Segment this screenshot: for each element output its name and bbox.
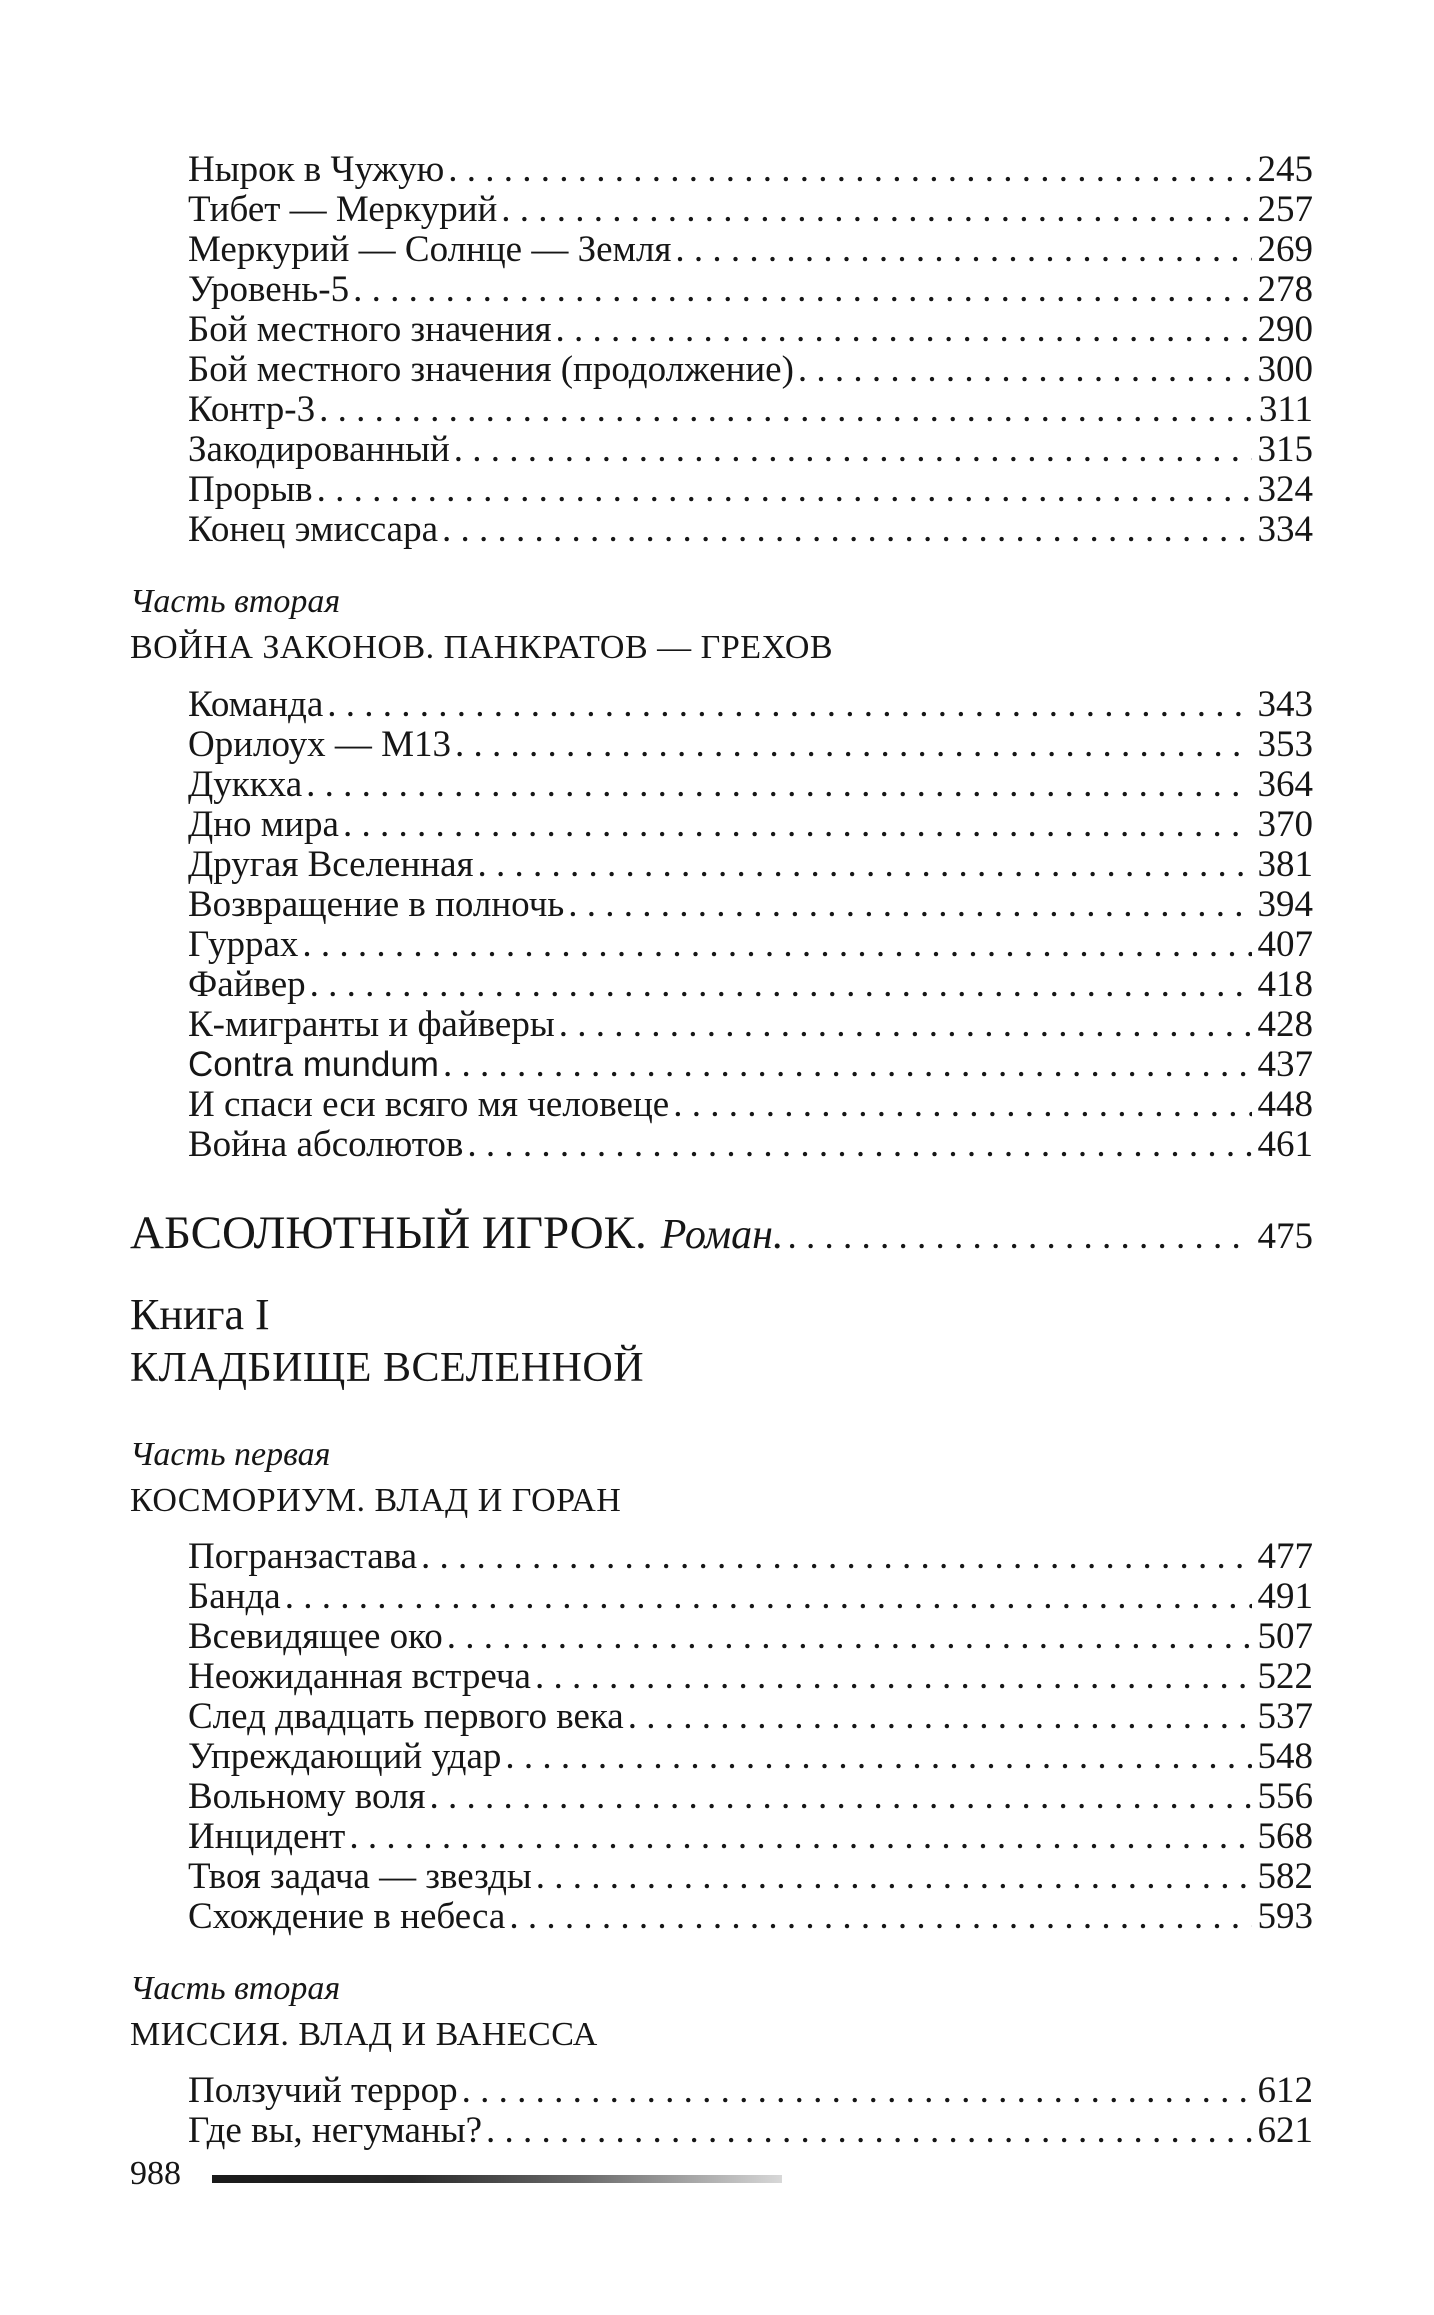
toc-entry: [188, 1657, 1313, 1697]
dot-leader: [675, 230, 1251, 270]
entry-title: Погранзастава: [188, 1536, 418, 1577]
entry-page: 428: [1257, 1004, 1313, 1045]
entry-title: Гуррах: [188, 924, 299, 965]
dot-leader: [448, 150, 1251, 190]
part-label: Часть первая: [130, 1436, 331, 1473]
entry-title: Contra mundum: [188, 1045, 439, 1084]
dot-leader: [455, 725, 1252, 765]
toc-entry: [188, 845, 1313, 885]
entry-page: 556: [1257, 1776, 1313, 1817]
entry-title: Нырок в Чужую: [188, 149, 445, 190]
entry-title: Меркурий — Солнце — Земля: [188, 229, 672, 270]
dot-leader: [535, 1657, 1252, 1697]
entry-page: 269: [1257, 229, 1313, 270]
dot-leader: [306, 765, 1251, 805]
dot-leader: [501, 190, 1251, 230]
entry-page: 491: [1257, 1576, 1313, 1617]
entry-title: Банда: [188, 1576, 281, 1617]
toc-entry: [188, 805, 1313, 845]
toc-entry: [188, 430, 1313, 470]
entry-page: 257: [1257, 189, 1313, 230]
dot-leader: [798, 350, 1252, 390]
book-label: Книга I: [130, 1290, 270, 1339]
entry-title: Уровень-5: [188, 269, 350, 310]
dot-leader: [462, 2071, 1252, 2111]
dot-leader: [505, 1737, 1251, 1777]
entry-page: 593: [1257, 1896, 1313, 1937]
toc-entry: [188, 510, 1313, 550]
entry-page: 522: [1257, 1656, 1313, 1697]
entry-title: Тибет — Меркурий: [188, 189, 498, 230]
entry-title: Твоя задача — звезды: [188, 1856, 532, 1897]
entry-title: Схождение в небеса: [188, 1896, 506, 1937]
toc-entry: [188, 765, 1313, 805]
dot-leader: [285, 1577, 1252, 1617]
novel-entry: [130, 1207, 1313, 1263]
part-label: Часть вторая: [130, 583, 341, 620]
toc-entry: [188, 1537, 1313, 1577]
entry-page: 245: [1257, 149, 1313, 190]
entry-title: Бой местного значения (продолжение): [188, 349, 794, 390]
toc-entry: [188, 885, 1313, 925]
dot-leader: [536, 1857, 1252, 1897]
entry-page: 477: [1257, 1536, 1313, 1577]
entry-title: Дуккха: [188, 764, 303, 805]
dot-leader: [353, 270, 1251, 310]
toc-entry: [188, 1777, 1313, 1817]
book-title: КЛАДБИЩЕ ВСЕЛЕННОЙ: [130, 1345, 645, 1391]
toc-entry: [188, 310, 1313, 350]
toc-entry: [188, 2111, 1313, 2151]
entry-page: 407: [1257, 924, 1313, 965]
entry-page: 290: [1257, 309, 1313, 350]
entry-title: Вольному воля: [188, 1776, 426, 1817]
entry-page: 418: [1257, 964, 1313, 1005]
entry-title: Контр-3: [188, 389, 316, 430]
dot-leader: [327, 685, 1251, 725]
toc-entry: [188, 470, 1313, 510]
entry-page: 311: [1258, 389, 1313, 430]
entry-page: 315: [1257, 429, 1313, 470]
entry-page: 612: [1257, 2070, 1313, 2111]
dot-leader: [343, 805, 1252, 845]
toc-entry: [188, 685, 1313, 725]
toc-entry: [188, 965, 1313, 1005]
entry-title: Прорыв: [188, 469, 313, 510]
dot-leader: [467, 1125, 1251, 1165]
dot-leader: [559, 1005, 1252, 1045]
entry-title: Где вы, негуманы?: [188, 2110, 483, 2151]
dot-leader: [421, 1537, 1251, 1577]
dot-leader: [443, 1045, 1252, 1085]
dot-leader: [478, 845, 1252, 885]
entry-page: 461: [1257, 1124, 1313, 1165]
page-number: 988: [130, 2155, 181, 2192]
toc-entry: [188, 1737, 1313, 1777]
dot-leader: [628, 1697, 1252, 1737]
toc-entry: [188, 1045, 1313, 1085]
toc-entry: [188, 1577, 1313, 1617]
dot-leader: [302, 925, 1251, 965]
toc-entry: [188, 350, 1313, 390]
entry-title: Орилоух — М13: [188, 724, 451, 765]
entry-title: Конец эмиссара: [188, 509, 439, 550]
entry-title: Другая Вселенная: [188, 844, 474, 885]
dot-leader: [486, 2111, 1251, 2151]
dot-leader: [673, 1085, 1251, 1125]
toc-entry: [188, 150, 1313, 190]
novel-page: 475: [1257, 1216, 1313, 1257]
toc-entry: [188, 190, 1313, 230]
toc-entry: [188, 2071, 1313, 2111]
entry-page: 568: [1257, 1816, 1313, 1857]
toc-entry: [188, 725, 1313, 765]
entry-title: Бой местного значения: [188, 309, 552, 350]
toc-entry: [188, 925, 1313, 965]
entry-page: 548: [1257, 1736, 1313, 1777]
folio-rule: [212, 2175, 782, 2183]
toc-entry: [188, 1817, 1313, 1857]
entry-page: 437: [1257, 1044, 1313, 1085]
dot-leader: [454, 430, 1252, 470]
dot-leader: [447, 1617, 1252, 1657]
dot-leader: [568, 885, 1251, 925]
entry-page: 300: [1257, 349, 1313, 390]
entry-page: 278: [1257, 269, 1313, 310]
toc-entry: [188, 1005, 1313, 1045]
entry-title: Файвер: [188, 964, 306, 1005]
novel-genre: Роман.: [660, 1212, 784, 1258]
entry-title: Возвращение в полночь: [188, 884, 565, 925]
entry-page: 364: [1257, 764, 1313, 805]
dot-leader: [310, 965, 1252, 1005]
entry-title: Неожиданная встреча: [188, 1656, 531, 1697]
entry-title: Команда: [188, 684, 324, 725]
entry-page: 370: [1257, 804, 1313, 845]
entry-page: 343: [1257, 684, 1313, 725]
entry-title: Закодированный: [188, 429, 450, 470]
entry-page: 582: [1257, 1856, 1313, 1897]
entry-page: 324: [1257, 469, 1313, 510]
toc-entry: [188, 230, 1313, 270]
entry-page: 621: [1257, 2110, 1313, 2151]
entry-page: 334: [1257, 509, 1313, 550]
dot-leader: [787, 1211, 1249, 1263]
part-title: ВОЙНА ЗАКОНОВ. ПАНКРАТОВ — ГРЕХОВ: [130, 629, 834, 666]
entry-page: 507: [1257, 1616, 1313, 1657]
entry-page: 537: [1257, 1696, 1313, 1737]
toc-entry: [188, 1897, 1313, 1937]
entry-title: И спаси еси всяго мя человеце: [188, 1084, 670, 1125]
novel-title: АБСОЛЮТНЫЙ ИГРОК.: [130, 1207, 647, 1259]
entry-page: 353: [1257, 724, 1313, 765]
toc-entry: [188, 390, 1313, 430]
entry-title: Дно мира: [188, 804, 339, 845]
entry-title: Упреждающий удар: [188, 1736, 502, 1777]
dot-leader: [509, 1897, 1251, 1937]
entry-page: 394: [1257, 884, 1313, 925]
part-title: МИССИЯ. ВЛАД И ВАНЕССА: [130, 2016, 598, 2053]
toc-entry: [188, 1125, 1313, 1165]
entry-page: 381: [1257, 844, 1313, 885]
dot-leader: [349, 1817, 1251, 1857]
dot-leader: [442, 510, 1251, 550]
toc-entry: [188, 1617, 1313, 1657]
toc-entry: [188, 1857, 1313, 1897]
entry-page: 448: [1257, 1084, 1313, 1125]
entry-title: Война абсолютов: [188, 1124, 464, 1165]
entry-title: След двадцать первого века: [188, 1696, 624, 1737]
dot-leader: [430, 1777, 1252, 1817]
dot-leader: [317, 470, 1252, 510]
entry-title: Всевидящее око: [188, 1616, 443, 1657]
toc-entry: [188, 1697, 1313, 1737]
toc-entry: [188, 1085, 1313, 1125]
entry-title: Ползучий террор: [188, 2070, 458, 2111]
entry-title: Инцидент: [188, 1816, 346, 1857]
part-title: КОСМОРИУМ. ВЛАД И ГОРАН: [130, 1482, 622, 1519]
dot-leader: [555, 310, 1251, 350]
part-label: Часть вторая: [130, 1970, 341, 2007]
toc-entry: [188, 270, 1313, 310]
entry-title: К-мигранты и файверы: [188, 1004, 555, 1045]
dot-leader: [319, 390, 1253, 430]
